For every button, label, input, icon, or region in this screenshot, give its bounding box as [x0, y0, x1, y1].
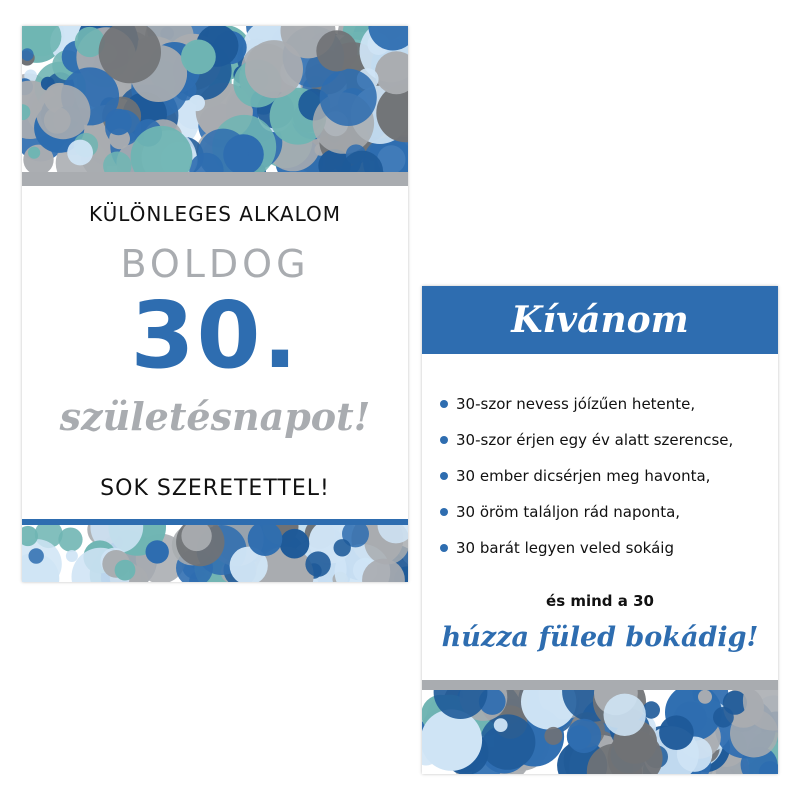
bubble-shape [305, 551, 330, 576]
bubble-shape [480, 714, 535, 769]
bubble-shape [604, 694, 646, 736]
bullet-icon [440, 508, 448, 516]
bubble-shape [58, 528, 82, 552]
bubble-shape [713, 707, 734, 728]
closing-script-line: húzza füled bokádig! [441, 622, 759, 653]
list-item: 30-szor nevess jóízűen hetente, [440, 394, 733, 430]
bubble-decoration [22, 26, 408, 172]
wish-header-banner [422, 286, 778, 354]
list-item: 30-szor érjen egy év alatt szerencse, [440, 430, 733, 466]
wish-header-title: Kívánom [511, 299, 689, 341]
bubble-decoration [22, 525, 408, 582]
bubble-shape [316, 30, 357, 71]
happy-heading: BOLDOG [120, 242, 310, 286]
bubble-shape [422, 709, 482, 770]
special-occasion-heading: KÜLÖNLEGES ALKALOM [88, 202, 341, 226]
bubble-shape [105, 109, 132, 136]
bullet-icon [440, 472, 448, 480]
bullet-icon [440, 544, 448, 552]
bullet-icon [440, 436, 448, 444]
bubble-shape [66, 550, 78, 562]
bubble-shape [36, 85, 90, 139]
bubble-shape [28, 147, 40, 159]
birthday-script-text: születésnapot! [59, 394, 371, 439]
front-card [22, 26, 408, 582]
bubble-shape [494, 718, 508, 732]
bubble-shape [189, 95, 205, 111]
list-item: 30 öröm találjon rád naponta, [440, 502, 733, 538]
back-divider-stripe [422, 680, 778, 690]
bubble-shape [659, 715, 694, 750]
top-bubble-pattern [22, 26, 408, 172]
bubble-shape [115, 560, 136, 581]
back-bubble-pattern [422, 690, 778, 774]
bubble-shape [567, 719, 601, 753]
age-number: 30. [130, 282, 300, 389]
wish-list [440, 394, 733, 574]
back-card [422, 286, 778, 774]
bubble-shape [245, 40, 303, 98]
bubble-shape [334, 539, 351, 556]
bubble-shape [146, 540, 169, 563]
bubble-shape [320, 69, 377, 126]
bubble-shape [544, 727, 562, 745]
bubble-shape [29, 548, 44, 563]
bullet-icon [440, 400, 448, 408]
top-divider-stripe [22, 172, 408, 186]
bubble-decoration [422, 690, 778, 774]
bubble-shape [67, 140, 93, 166]
closing-line: és mind a 30 [546, 592, 654, 610]
bubble-shape [280, 529, 310, 559]
list-item: 30 barát legyen veled sokáig [440, 538, 733, 574]
bubble-shape [698, 690, 712, 704]
bottom-bubble-pattern [22, 525, 408, 582]
list-item: 30 ember dicsérjen meg havonta, [440, 466, 733, 502]
with-love-heading: SOK SZERETETTEL! [100, 476, 330, 501]
bubble-shape [181, 40, 216, 75]
